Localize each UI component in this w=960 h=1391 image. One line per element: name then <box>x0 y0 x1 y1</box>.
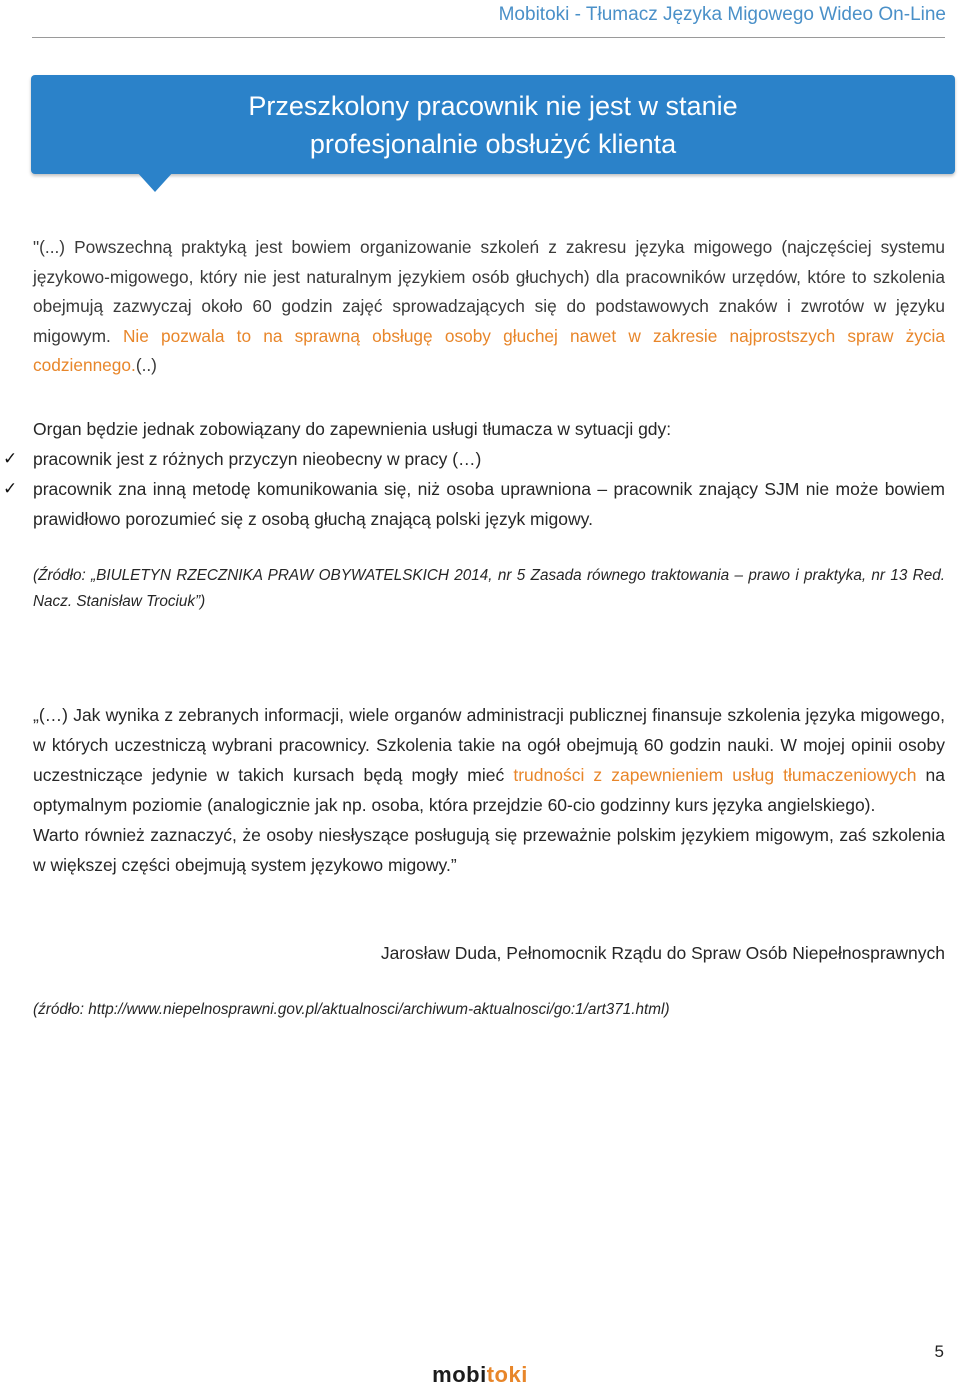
quote-paragraph <box>33 700 945 820</box>
conditions-intro: Organ będzie jednak zobowiązany do zapewnienia usługi tłumacza w sytuacji gdy: <box>33 419 672 439</box>
banner-pointer <box>136 171 174 192</box>
checkmark-icon: ✓ <box>3 479 18 498</box>
intro-text: "(...) Powszechną praktyką jest bowiem organizowanie szkoleń z zakresu języka migowego (najczęściej systemu językowo-migowego, który nie jest naturalnym językiem osób głuchych) dla pracowników urzędów, które to szkolenia obejmują zazwyczaj około 60 godzin zajęć sprowadzających się do podstawowych znaków i zwrotów w języku migowym. <box>33 237 945 346</box>
header-divider <box>32 37 945 38</box>
intro-paragraph <box>33 233 945 381</box>
header-title: Mobitoki - Tłumacz Języka Migowego Wideo On-Line <box>498 4 946 25</box>
logo-text-mobi: mobi <box>432 1362 487 1387</box>
condition-text: pracownik zna inną metodę komunikowania się, niż osoba uprawniona – pracownik znający SJM nie może bowiem prawidłowo porozumieć się z osobą głuchą znającą polski język migowy. <box>33 479 945 529</box>
source-citation: (Źródło: „BIULETYN RZECZNIKA PRAW OBYWATELSKICH 2014, nr 5 Zasada równego traktowania – prawo i praktyka, nr 13 Red. Nacz. Stanisław Trociuk”) <box>33 567 945 610</box>
condition-item <box>3 474 945 534</box>
banner-title-line1: Przeszkolony pracownik nie jest w stanie <box>248 91 738 121</box>
quote-block <box>33 700 945 880</box>
conditions-block <box>3 414 945 534</box>
footer-logo <box>0 1362 960 1388</box>
logo-text-toki: toki <box>486 1362 528 1387</box>
banner-title-line2: profesjonalnie obsłużyć klienta <box>309 129 677 159</box>
intro-tail: (..) <box>135 355 157 375</box>
page-number: 5 <box>934 1342 944 1361</box>
quote-text: „(…) Jak wynika z zebranych informacji, wiele organów administracji publicznej finansuje szkolenia języka migowego, w których uczestniczą wybrani pracownicy. Szkolenia takie na ogół obejmują 60 godzin nauki. W mojej opinii osoby uczestniczące jedynie w takich kursach będą mogły mieć <box>33 705 945 785</box>
condition-item <box>3 444 945 474</box>
condition-text: pracownik jest z różnych przyczyn nieobecny w pracy (…) <box>33 449 482 469</box>
intro-highlight: Nie pozwala to na sprawną obsługę osoby głuchej nawet w zakresie najprostszych spraw życia codziennego. <box>33 325 945 375</box>
quote-author: Jarosław Duda, Pełnomocnik Rządu do Spraw Osób Niepełnosprawnych <box>380 943 945 963</box>
checkmark-icon: ✓ <box>3 449 18 468</box>
quote-paragraph-2: Warto również zaznaczyć, że osoby niesłyszące posługują się przeważnie polskim językiem migowym, zaś szkolenia w większej części obejmują system językowo migowy.” <box>33 825 945 875</box>
quote-highlight: trudności z zapewnieniem usług tłumaczeniowych <box>513 765 917 785</box>
banner-title <box>31 87 955 163</box>
quote-text-continued: na optymalnym poziomie (analogicznie jak np. osoba, która przejdzie 60-cio godzinny kurs języka angielskiego). <box>33 765 945 815</box>
source-url-citation: (źródło: http://www.niepelnosprawni.gov.pl/aktualnosci/archiwum-aktualnosci/go:1/art371.html) <box>33 1001 670 1018</box>
